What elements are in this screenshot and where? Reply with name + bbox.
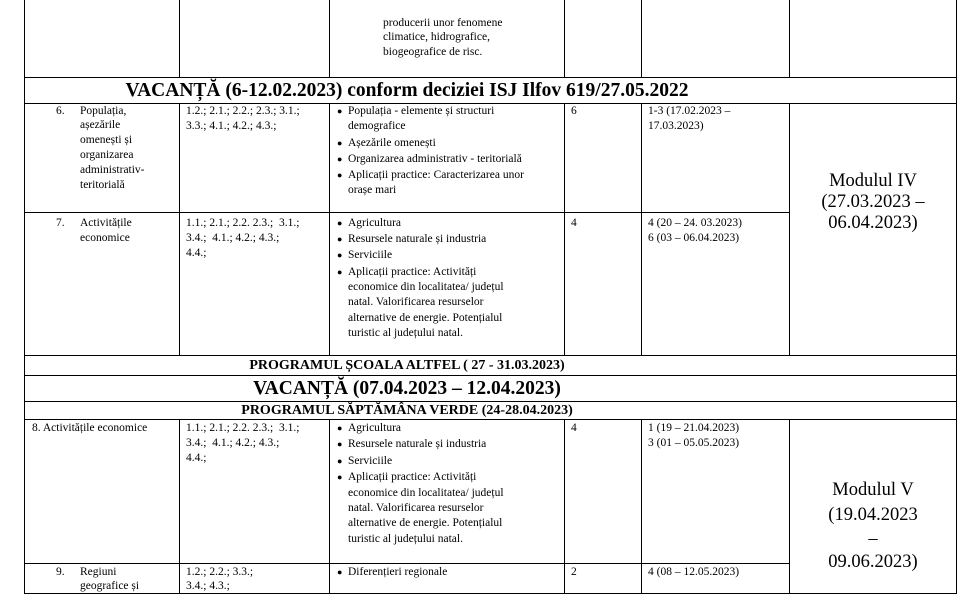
module-iv-start: (27.03.2023 – xyxy=(821,192,925,212)
table-border-right xyxy=(956,0,957,594)
content-item-text: natal. Valorificarea resurselor xyxy=(348,296,484,308)
col-divider-3 xyxy=(564,0,565,77)
saptamana-verde-banner: PROGRAMUL SĂPTĂMÂNA VERDE (24-28.04.2023) xyxy=(241,403,573,418)
bullet-icon: ● xyxy=(337,154,343,164)
module-iv-title: Modulul IV xyxy=(829,171,917,191)
content-item-text: Populația - elemente și structuri xyxy=(348,105,495,117)
content-item-text: Așezările omenești xyxy=(348,137,436,149)
bullet-icon: ● xyxy=(337,138,343,148)
scoala-altfel-banner: PROGRAMUL ȘCOALA ALTFEL ( 27 - 31.03.2023) xyxy=(249,358,565,373)
bullet-icon: ● xyxy=(337,250,343,260)
module-v-dash: – xyxy=(868,529,878,549)
weeks-line: 1 (19 – 21.04.2023) xyxy=(648,422,740,434)
learning-unit-line: organizarea xyxy=(80,149,134,161)
col-divider-4 xyxy=(641,0,642,77)
row-number: 9. xyxy=(56,566,65,578)
content-item-text: Aplicații practice: Activități xyxy=(348,471,477,483)
hours: 4 xyxy=(571,422,577,434)
learning-unit-line: Activitățile xyxy=(80,217,132,229)
content-item-text: orașe mari xyxy=(348,184,397,196)
competences-line: 3.4.; 4.1.; 4.2.; 4.3.; xyxy=(186,437,280,449)
competences-line: 1.1.; 2.1.; 2.2. 2.3.; 3.1.; xyxy=(186,422,300,434)
table-border-bottom xyxy=(24,593,957,594)
bullet-icon: ● xyxy=(337,456,343,466)
content-item-text: Resursele naturale și industria xyxy=(348,233,487,245)
learning-unit-line: așezările xyxy=(80,119,121,131)
learning-unit-line: Regiuni xyxy=(80,566,117,578)
weeks-line: 6 (03 – 06.04.2023) xyxy=(648,232,740,244)
content-item-text: economice din localitatea/ județul xyxy=(348,487,504,499)
learning-unit-line: economice xyxy=(80,232,130,244)
bullet-icon: ● xyxy=(337,567,343,577)
content-item-text: Agricultura xyxy=(348,422,402,434)
col-divider-1 xyxy=(179,103,180,355)
competences-line: 4.4.; xyxy=(186,247,207,259)
weeks-line: 4 (08 – 12.05.2023) xyxy=(648,566,740,578)
bullet-icon: ● xyxy=(337,234,343,244)
content-item-text: Organizarea administrativ - teritorială xyxy=(348,153,522,165)
bullet-icon: ● xyxy=(337,423,343,433)
learning-unit-line: 8. Activitățile economice xyxy=(32,422,148,434)
content-item-text: Agricultura xyxy=(348,217,402,229)
competences-line: 3.4.; 4.1.; 4.2.; 4.3.; xyxy=(186,232,280,244)
col-divider-5 xyxy=(789,0,790,77)
weeks-line: 4 (20 – 24. 03.2023) xyxy=(648,217,742,229)
col-divider-2 xyxy=(329,0,330,77)
content-item-text: Aplicații practice: Caracterizarea unor xyxy=(348,169,524,181)
bullet-icon: ● xyxy=(337,267,343,277)
learning-unit-line: teritorială xyxy=(80,179,125,191)
col-divider-2 xyxy=(329,103,330,355)
competences-line: 3.3.; 4.1.; 4.2.; 4.3.; xyxy=(186,120,277,132)
learning-unit-line: administrativ- xyxy=(80,164,145,176)
content-item-text: Diferențieri regionale xyxy=(348,566,448,578)
bullet-icon: ● xyxy=(337,439,343,449)
learning-unit-line: omenești și xyxy=(80,134,133,146)
content-item-text: Serviciile xyxy=(348,455,393,467)
content-line: producerii unor fenomene xyxy=(383,17,503,29)
col-divider-4 xyxy=(641,103,642,355)
competences-line: 4.4.; xyxy=(186,452,207,464)
col-divider-2 xyxy=(329,419,330,594)
row-number: 6. xyxy=(56,105,65,117)
content-item-text: natal. Valorificarea resurselor xyxy=(348,502,484,514)
hours: 2 xyxy=(571,566,577,578)
vacation-banner-april: VACANȚĂ (07.04.2023 – 12.04.2023) xyxy=(253,378,561,399)
weeks-line: 17.03.2023) xyxy=(648,120,704,132)
module-v-start: (19.04.2023 xyxy=(828,505,918,525)
competences-line: 1.1.; 2.1.; 2.2. 2.3.; 3.1.; xyxy=(186,217,300,229)
content-item-text: economice din localitatea/ județul xyxy=(348,281,504,293)
content-item-text: turistic al județului natal. xyxy=(348,327,463,339)
weeks-line: 3 (01 – 05.05.2023) xyxy=(648,437,740,449)
competences-line: 1.2.; 2.1.; 2.2.; 2.3.; 3.1.; xyxy=(186,105,300,117)
learning-unit-line: Populația, xyxy=(80,105,127,117)
module-v-end: 09.06.2023) xyxy=(828,552,918,572)
module-v-title: Modulul V xyxy=(832,480,914,500)
content-line: biogeografice de risc. xyxy=(383,46,483,58)
content-item-text: alternative de energie. Potențialul xyxy=(348,517,503,529)
bullet-icon: ● xyxy=(337,472,343,482)
module-iv-end: 06.04.2023) xyxy=(828,213,918,233)
hours: 6 xyxy=(571,105,577,117)
bullet-icon: ● xyxy=(337,218,343,228)
content-item-text: Resursele naturale și industria xyxy=(348,438,487,450)
content-item-text: Serviciile xyxy=(348,249,393,261)
competences-line: 3.4.; 4.3.; xyxy=(186,580,230,592)
row-border xyxy=(24,212,790,213)
content-line: climatice, hidrografice, xyxy=(383,31,490,43)
content-item-text: turistic al județului natal. xyxy=(348,533,463,545)
row-border xyxy=(24,419,957,420)
col-divider-4 xyxy=(641,419,642,594)
weeks-line: 1-3 (17.02.2023 – xyxy=(648,105,731,117)
row-number: 7. xyxy=(56,217,65,229)
content-item-text: Aplicații practice: Activități xyxy=(348,266,477,278)
col-divider-3 xyxy=(564,103,565,355)
content-item-text: demografice xyxy=(348,120,406,132)
bullet-icon: ● xyxy=(337,170,343,180)
learning-unit-line: geografice și xyxy=(80,580,140,592)
vacation-banner-february: VACANȚĂ (6-12.02.2023) conform deciziei ISJ Ilfov 619/27.05.2022 xyxy=(125,80,689,101)
bullet-icon: ● xyxy=(337,106,343,116)
competences-line: 1.2.; 2.2.; 3.3.; xyxy=(186,566,254,578)
col-divider-1 xyxy=(179,0,180,77)
content-item-text: alternative de energie. Potențialul xyxy=(348,312,503,324)
row-border xyxy=(24,563,790,564)
col-divider-1 xyxy=(179,419,180,594)
col-divider-3 xyxy=(564,419,565,594)
hours: 4 xyxy=(571,217,577,229)
